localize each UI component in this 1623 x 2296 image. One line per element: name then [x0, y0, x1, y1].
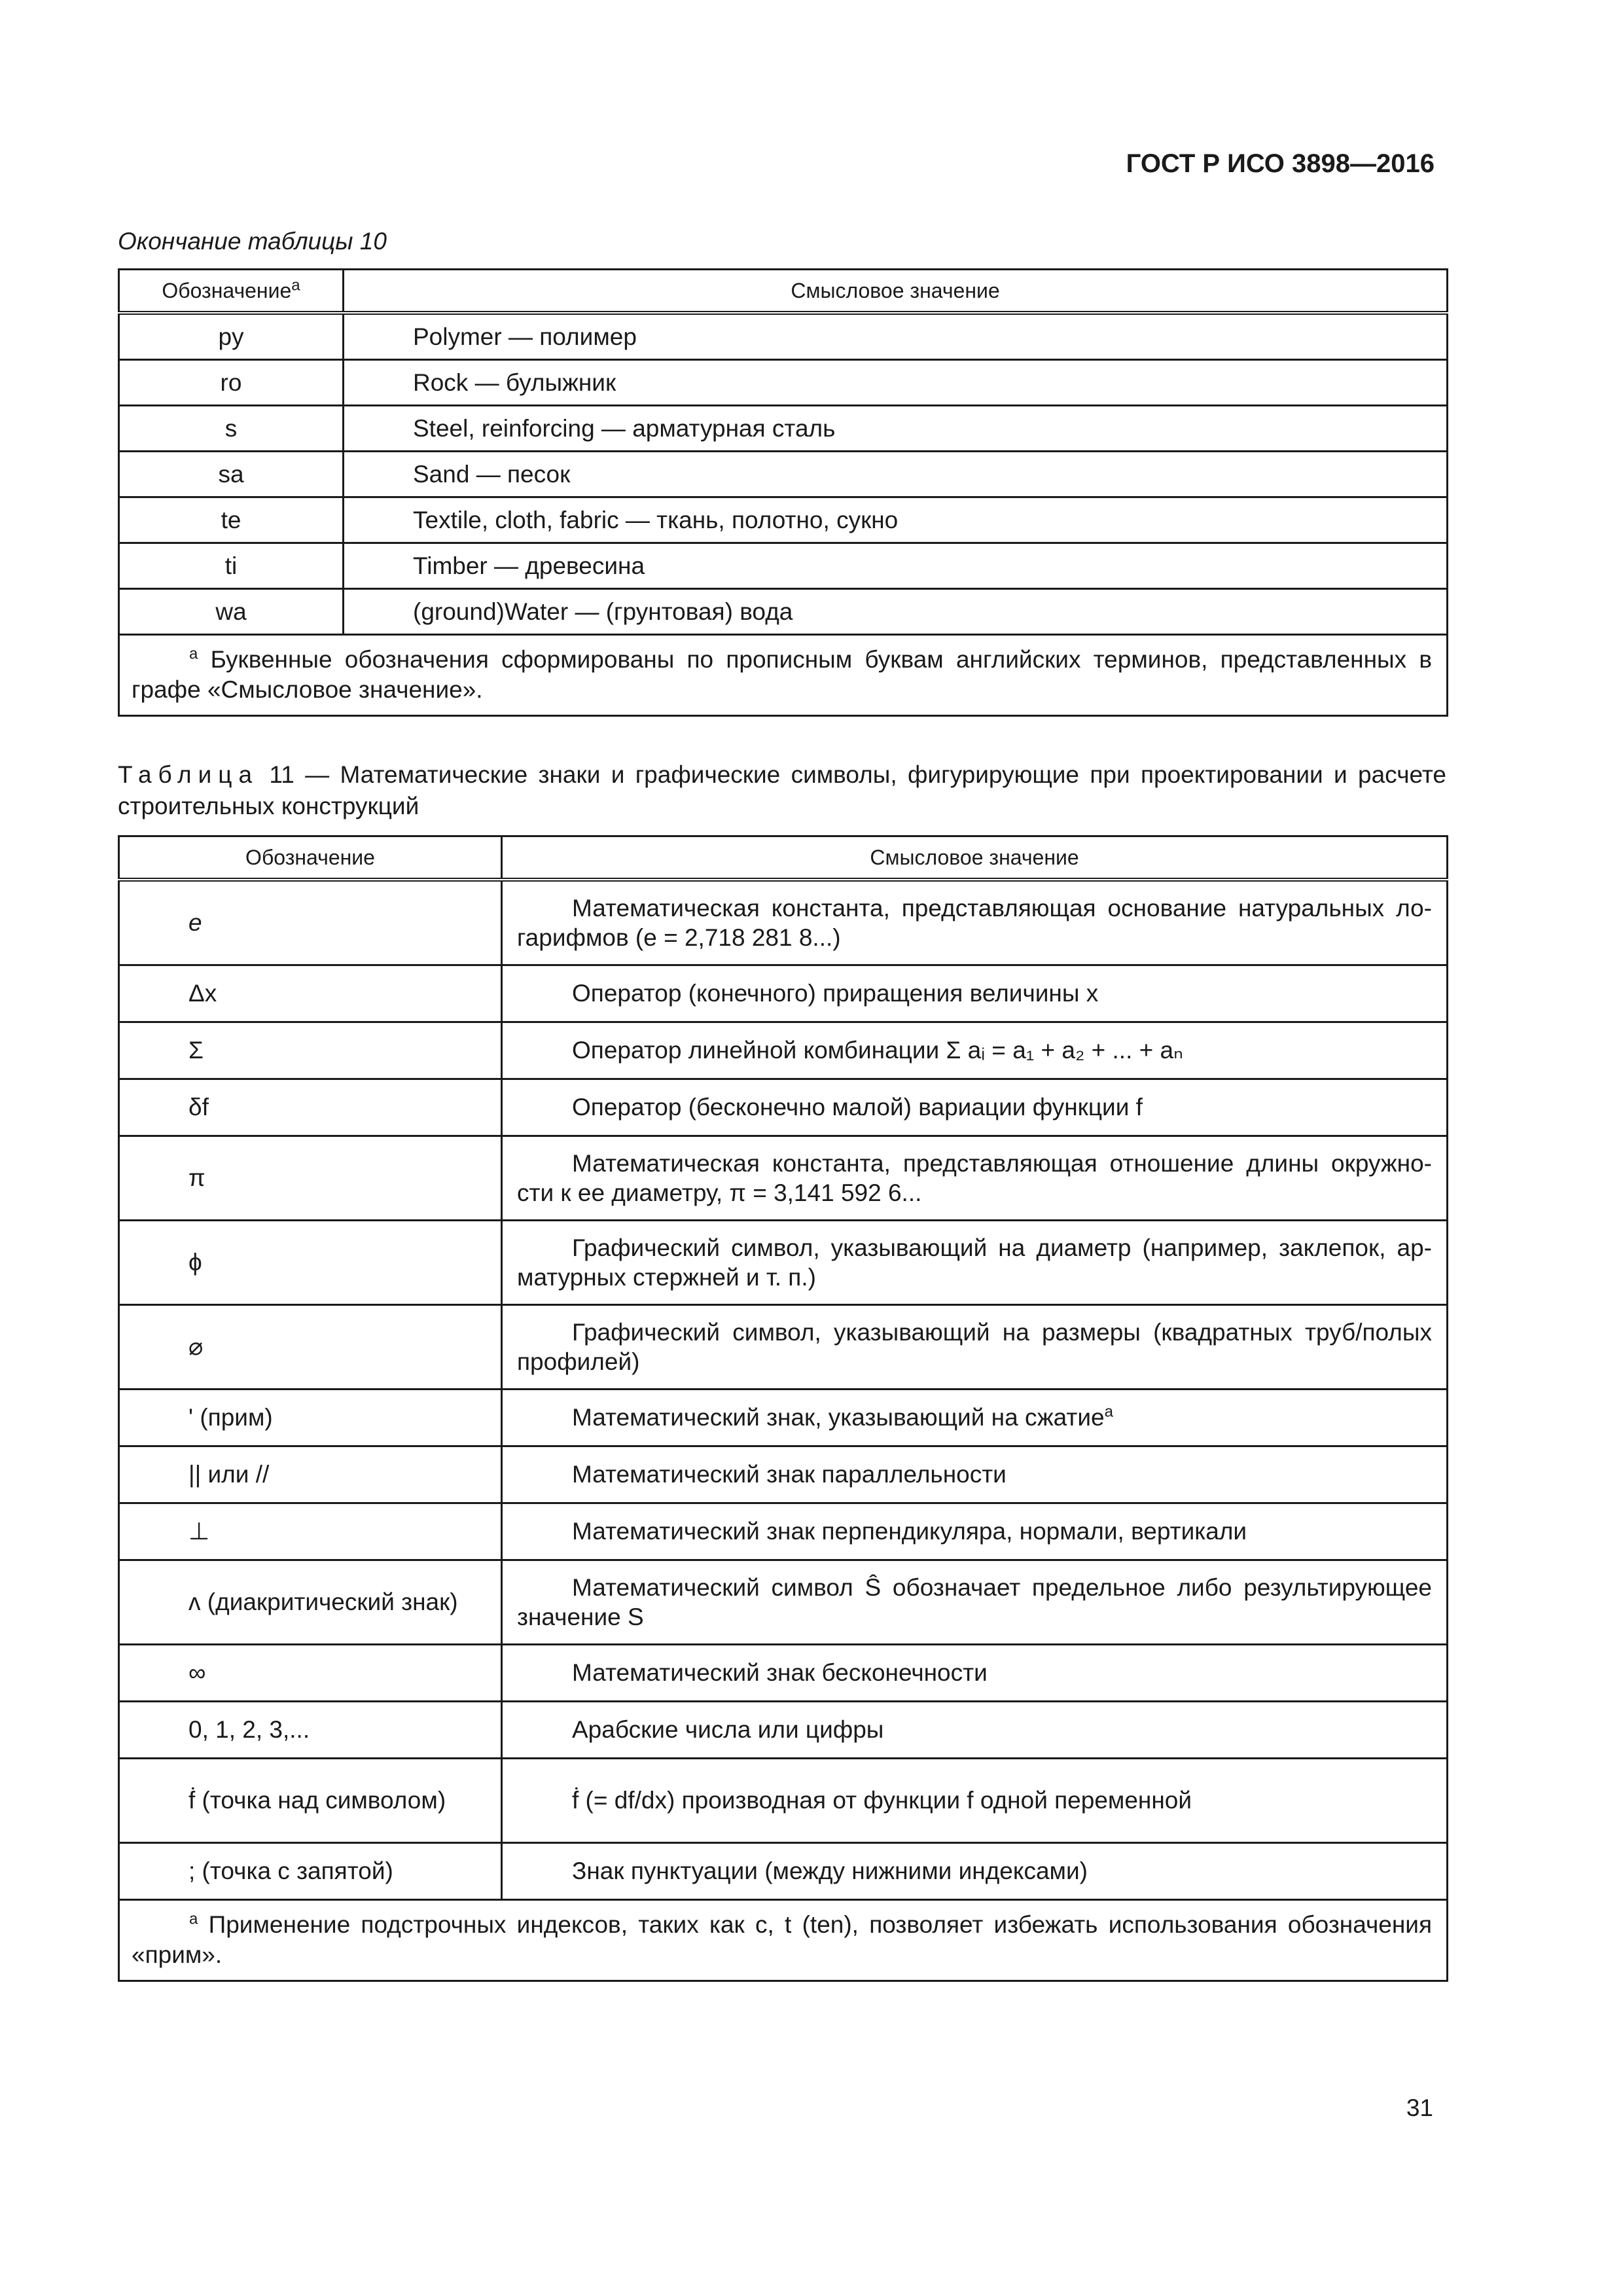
table-footnote: [119, 1900, 1448, 1981]
column-header-meaning: Смысловое значение: [344, 270, 1448, 314]
table11-caption-label: Таблица: [118, 761, 259, 788]
footnote-text: Применение подстрочных индексов, таких как c, t (ten), позволяет избежать использования обозначения «прим».: [132, 1911, 1432, 1969]
meaning-cell: Textile, cloth, fabric — ткань, полотно, сукно: [344, 497, 1448, 543]
table-footnote-row: [119, 1900, 1448, 1981]
symbol-cell: wa: [119, 589, 344, 635]
meaning-cell: Математический знак бесконечности: [502, 1645, 1448, 1702]
symbol-cell: ' (прим): [119, 1390, 502, 1446]
column-header-symbol: Обозначение$^a$: [119, 270, 344, 314]
symbol-cell: py: [119, 313, 344, 360]
table-header-row: [119, 270, 1448, 314]
table-row: [119, 360, 1448, 406]
symbol-cell: ʌ (диакритический знак): [119, 1560, 502, 1645]
meaning-cell: Знак пунктуации (между нижними индексами): [502, 1843, 1448, 1900]
meaning-cell: Математический знак перпендикуляра, нормали, вертикали: [502, 1503, 1448, 1560]
meaning-cell: Оператор (бесконечно малой) вариации функции f: [502, 1079, 1448, 1136]
symbol-cell: || или //: [119, 1446, 502, 1503]
symbol-cell: ; (точка с запятой): [119, 1843, 502, 1900]
meaning-cell: Математическая константа, представляющая основание натуральных ло- гарифмов (e = 2,718 281 8...): [502, 880, 1448, 965]
table-row: [119, 1702, 1448, 1759]
table-row: [119, 1446, 1448, 1503]
meaning-cell: ḟ (= df/dx) производная от функции f одной переменной: [502, 1759, 1448, 1843]
table-header-row: [119, 836, 1448, 880]
table-row: [119, 589, 1448, 635]
symbol-cell: ⌀: [119, 1305, 502, 1390]
table10-caption: Окончание таблицы 10: [118, 228, 387, 255]
table-row: [119, 1843, 1448, 1900]
meaning-cell: Арабские числа или цифры: [502, 1702, 1448, 1759]
table-row: [119, 1221, 1448, 1305]
symbol-cell: Σ: [119, 1022, 502, 1079]
table-10: [118, 268, 1448, 717]
table-row: [119, 497, 1448, 543]
meaning-cell: (ground)Water — (грунтовая) вода: [344, 589, 1448, 635]
meaning-cell: Steel, reinforcing — арматурная сталь: [344, 406, 1448, 452]
meaning-cell: Математическая константа, представляющая отношение длины окружно- сти к ее диаметру, π = 3,141 592 6...: [502, 1136, 1448, 1221]
table-row: [119, 1759, 1448, 1843]
meaning-cell: Polymer — полимер: [344, 313, 1448, 360]
symbol-cell: π: [119, 1136, 502, 1221]
footnote-marker: a: [189, 645, 198, 663]
symbol-cell: s: [119, 406, 344, 452]
meaning-cell: Timber — древесина: [344, 543, 1448, 589]
table-row: [119, 1079, 1448, 1136]
meaning-cell: Математический символ Ŝ обозначает предельное либо результирующее значение S: [502, 1560, 1448, 1645]
symbol-cell: δf: [119, 1079, 502, 1136]
symbol-cell: 0, 1, 2, 3,...: [119, 1702, 502, 1759]
meaning-cell: Sand — песок: [344, 452, 1448, 497]
meaning-cell: Математический знак, указывающий на сжатие$^a$: [502, 1390, 1448, 1446]
meaning-cell: Математический знак параллельности: [502, 1446, 1448, 1503]
table-footnote-row: [119, 635, 1448, 716]
symbol-cell: ∞: [119, 1645, 502, 1702]
footnote-marker: a: [1104, 1403, 1113, 1422]
table-row: [119, 1305, 1448, 1390]
table-row: [119, 1136, 1448, 1221]
symbol-cell: e: [119, 880, 502, 965]
table-footnote: [119, 635, 1448, 716]
footnote-marker: a: [189, 1910, 198, 1928]
table-row: [119, 1645, 1448, 1702]
table11-caption: [118, 759, 1446, 822]
meaning-cell: Rock — булыжник: [344, 360, 1448, 406]
table-row: [119, 1022, 1448, 1079]
table-row: [119, 452, 1448, 497]
table-row: [119, 1560, 1448, 1645]
table-11: [118, 835, 1448, 1982]
symbol-cell: ⊥: [119, 1503, 502, 1560]
footnote-marker: a: [291, 276, 300, 294]
symbol-cell: ro: [119, 360, 344, 406]
table-row: [119, 1503, 1448, 1560]
table-row: [119, 965, 1448, 1022]
table-row: [119, 543, 1448, 589]
page-number: 31: [1406, 2094, 1433, 2121]
table-row: [119, 880, 1448, 965]
column-header-symbol: Обозначение: [119, 836, 502, 880]
symbol-cell: ḟ (точка над символом): [119, 1759, 502, 1843]
meaning-cell: Оператор линейной комбинации Σ aᵢ = a₁ + a₂ + ... + aₙ: [502, 1022, 1448, 1079]
table11-caption-text: 11 — Математические знаки и графические символы, фигурирующие при проектировании и расчете строительных конструкций: [118, 761, 1446, 820]
footnote-text: Буквенные обозначения сформированы по прописным буквам английских терминов, представленных в графе «Смысловое значение».: [132, 646, 1432, 704]
document-code: ГОСТ Р ИСО 3898—2016: [1126, 149, 1435, 178]
symbol-cell: ti: [119, 543, 344, 589]
table-row: [119, 1390, 1448, 1446]
meaning-cell: Оператор (конечного) приращения величины x: [502, 965, 1448, 1022]
symbol-cell: te: [119, 497, 344, 543]
symbol-cell: Δx: [119, 965, 502, 1022]
meaning-cell: Графический символ, указывающий на размеры (квадратных труб/полых профилей): [502, 1305, 1448, 1390]
table-row: [119, 406, 1448, 452]
symbol-cell: sa: [119, 452, 344, 497]
meaning-cell: Графический символ, указывающий на диаметр (например, заклепок, ар- матурных стержней и т. п.): [502, 1221, 1448, 1305]
symbol-cell: ϕ: [119, 1221, 502, 1305]
column-header-meaning: Смысловое значение: [502, 836, 1448, 880]
table-row: [119, 313, 1448, 360]
